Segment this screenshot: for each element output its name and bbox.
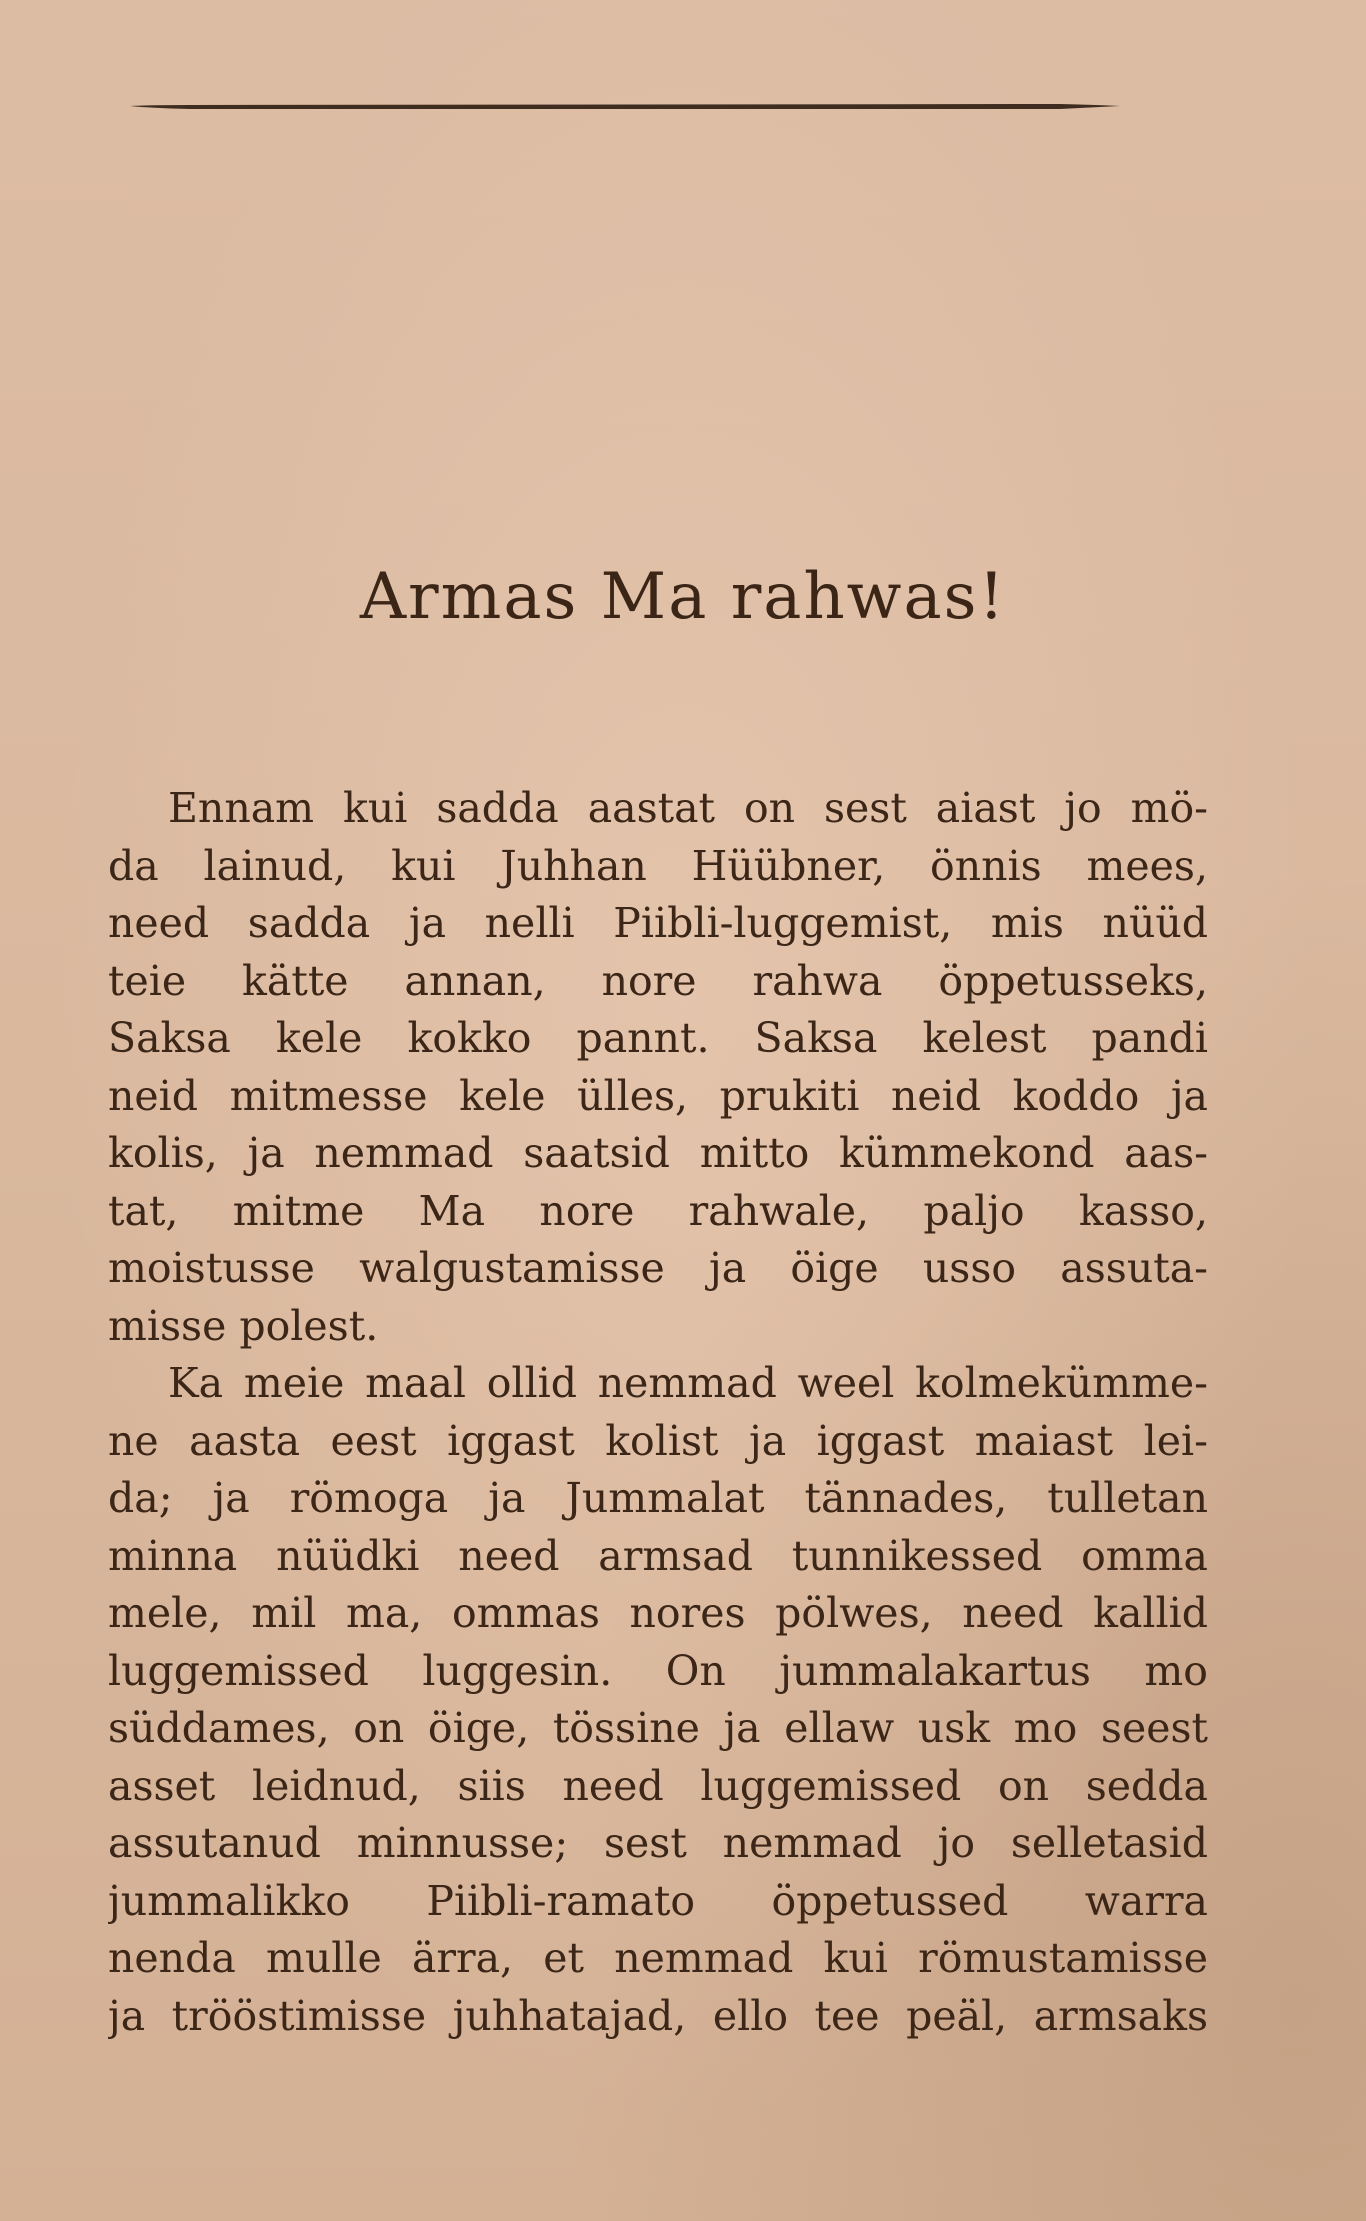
text-line: Ka meie maal ollid nemmad weel kolmekümme- (168, 1359, 1208, 1407)
text-line: mele, mil ma, ommas nores pölwes, need kallid (108, 1589, 1208, 1637)
body-text (108, 780, 1208, 2045)
decorative-rule (130, 100, 1120, 112)
text-line: moistusse walgustamisse ja öige usso assuta- (108, 1244, 1208, 1292)
text-line: Ennam kui sadda aastat on sest aiast jo mö- (168, 784, 1208, 832)
text-line: kolis, ja nemmad saatsid mitto kümmekond aas- (108, 1129, 1208, 1177)
text-line: da lainud, kui Juhhan Hüübner, önnis mees, (108, 841, 1208, 890)
text-line: asset leidnud, siis need luggemissed on sedda (108, 1761, 1208, 1810)
text-line: teie kätte annan, nore rahwa öppetusseks, (108, 956, 1208, 1005)
text-line: minna nüüdki need armsad tunnikessed omma (108, 1531, 1208, 1580)
text-line: Saksa kele kokko pannt. Saksa kelest pandi (108, 1014, 1208, 1062)
text-line: misse polest. (108, 1301, 379, 1350)
text-line: ja trööstimisse juhhatajad, ello tee peäl, armsaks (108, 1991, 1208, 2040)
text-line: need sadda ja nelli Piibli-luggemist, mis nüüd (108, 899, 1208, 947)
text-line: luggemissed luggesin. On jummalakartus mo (108, 1646, 1208, 1695)
paragraph-1 (108, 780, 1208, 1355)
page-title: Armas Ma rahwas! (359, 560, 1007, 634)
text-line: tat, mitme Ma nore rahwale, paljo kasso, (108, 1186, 1208, 1235)
text-line: neid mitmesse kele ülles, prukiti neid koddo ja (108, 1071, 1208, 1120)
text-line: da; ja römoga ja Jummalat tännades, tulletan (108, 1474, 1208, 1522)
text-line: nenda mulle ärra, et nemmad kui römustamisse (108, 1934, 1208, 1982)
text-line: süddames, on öige, tössine ja ellaw usk mo seest (108, 1704, 1208, 1752)
paragraph-2 (108, 1355, 1208, 2045)
text-line: ne aasta eest iggast kolist ja iggast maiast lei- (108, 1416, 1208, 1465)
text-line: jummalikko Piibli-ramato öppetussed warra (108, 1876, 1208, 1925)
text-line: assutanud minnusse; sest nemmad jo selletasid (108, 1819, 1208, 1867)
